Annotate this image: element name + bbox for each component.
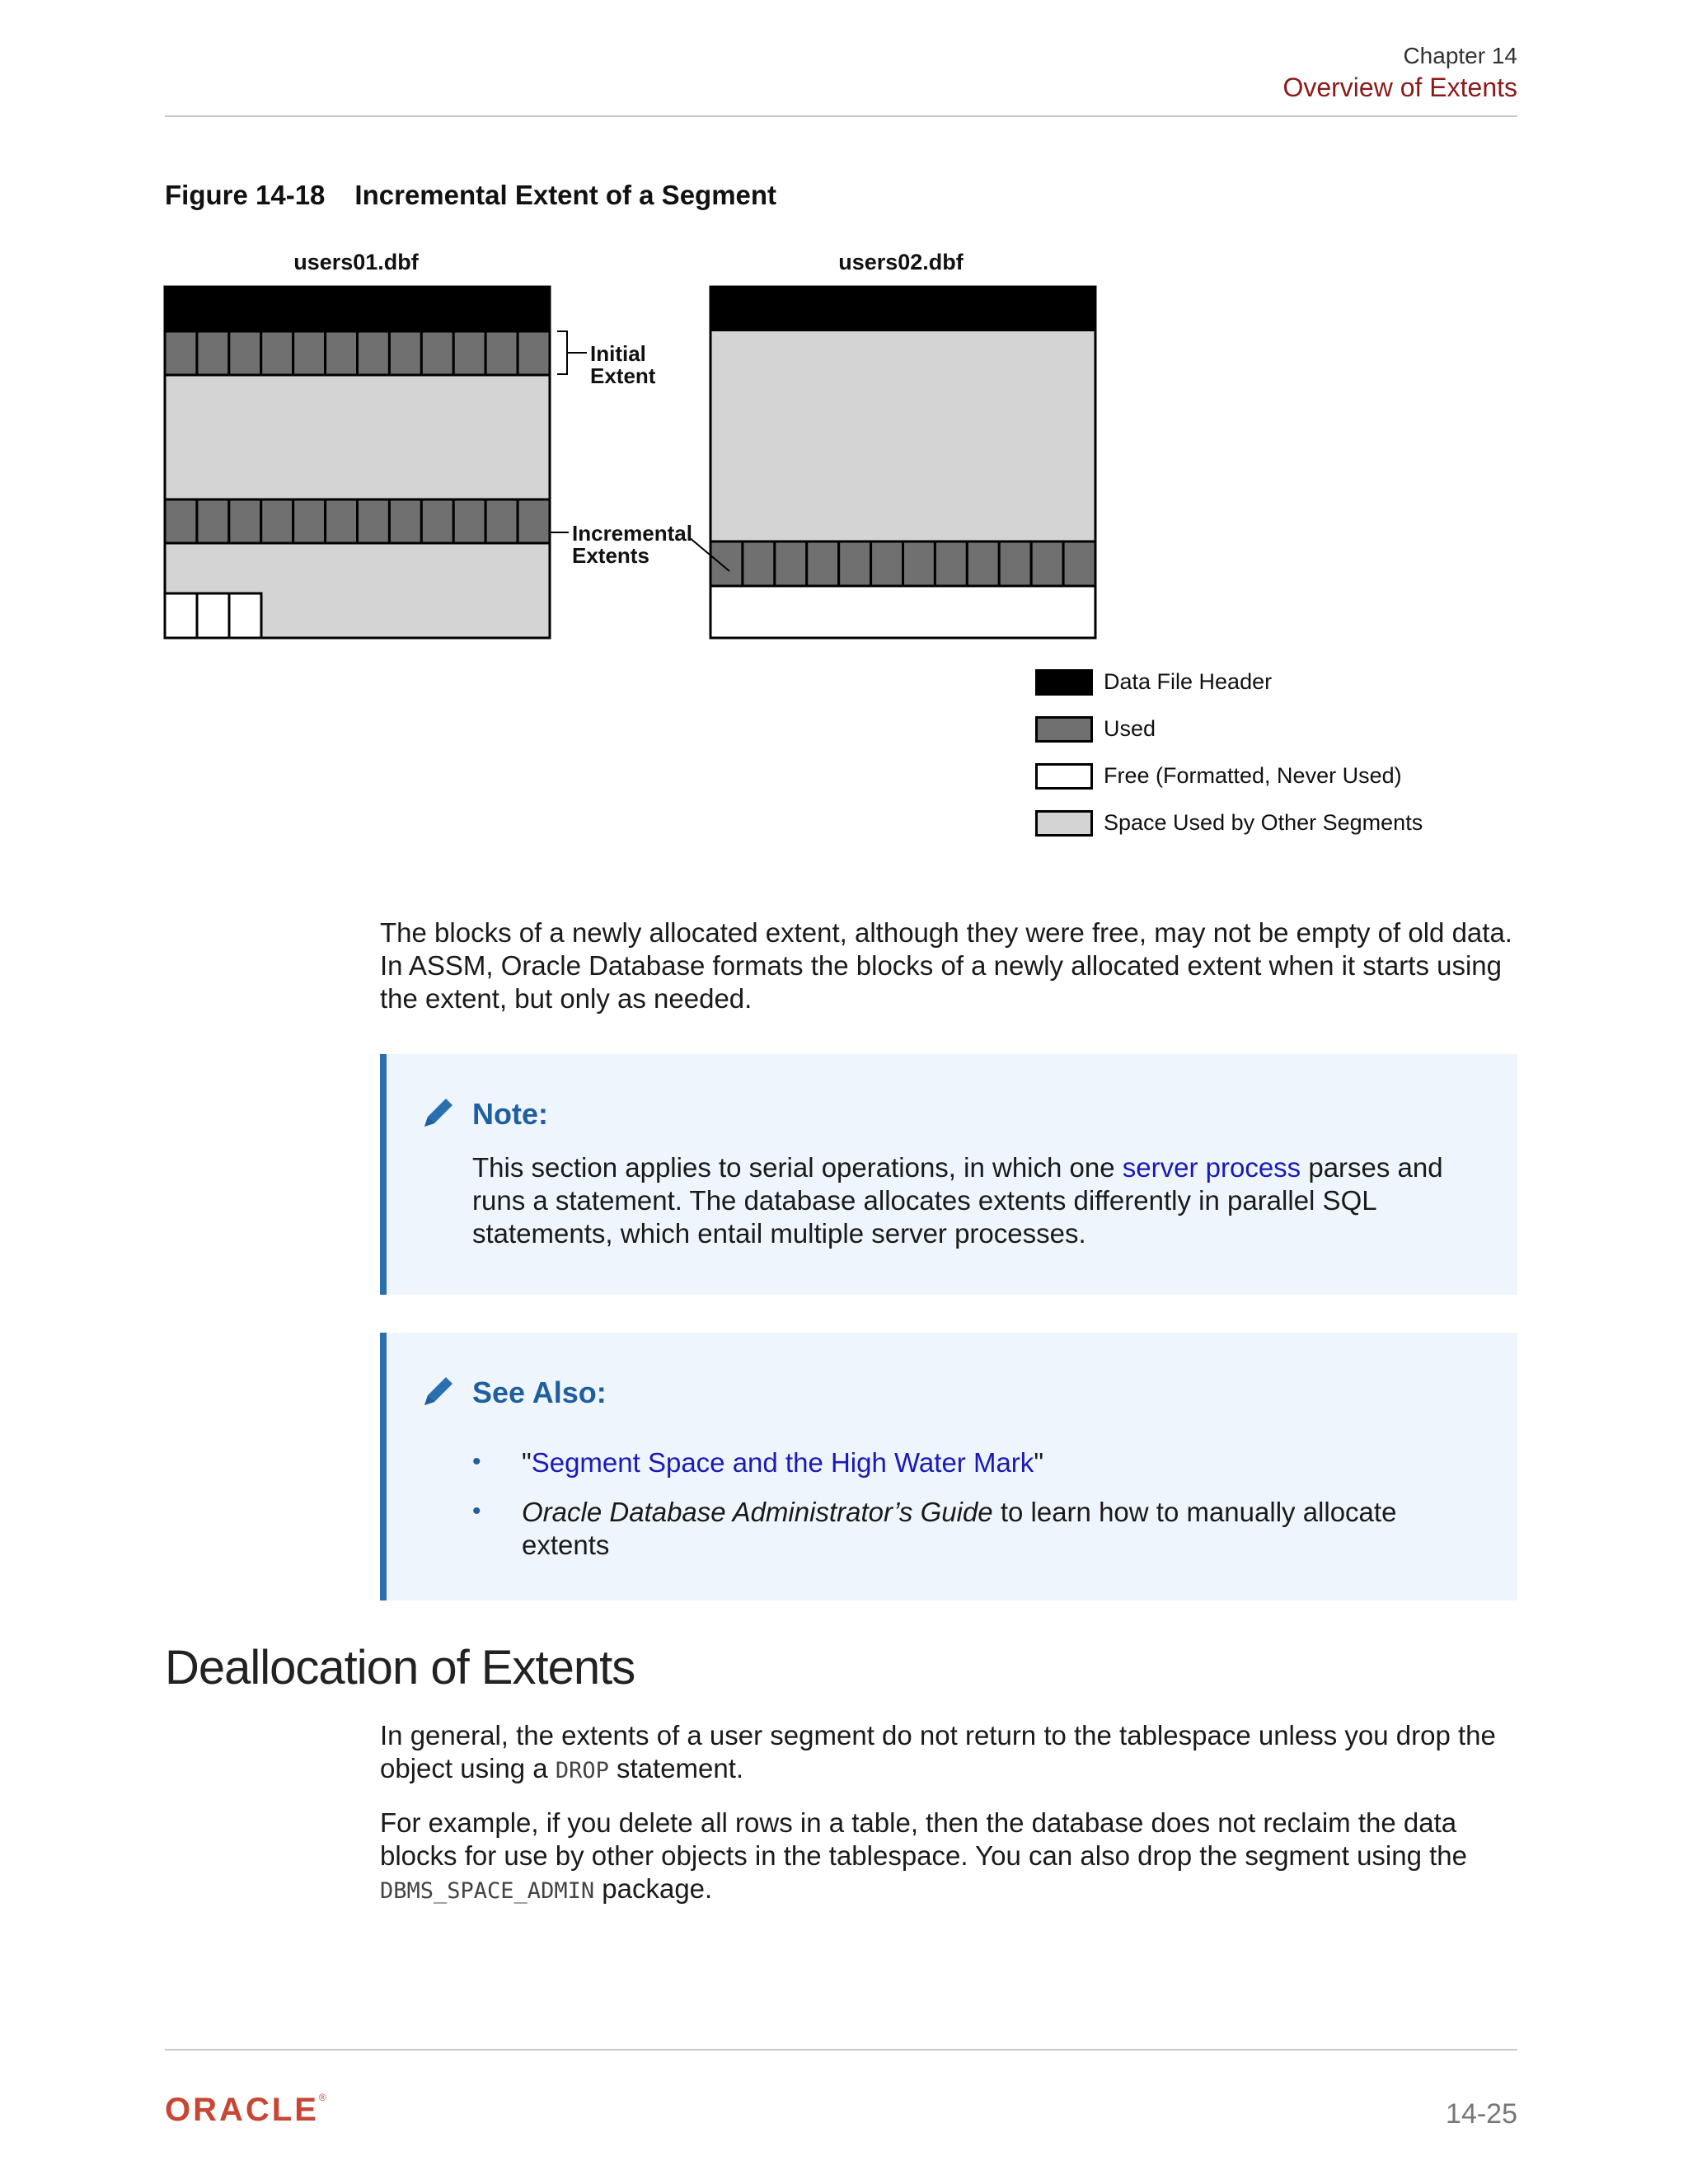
paragraph-assm: The blocks of a newly allocated extent, although they were free, may not be empty of old data. In ASSM, Oracle Database formats the blocks of a newly allocated extent when it starts using the extent, but only as needed. [380,917,1512,1014]
data-file-header-2 [710,287,1095,331]
quote-close: " [1034,1447,1044,1478]
drop-code: DROP [555,1758,609,1783]
incremental-extents-label-1: Incremental [572,521,692,546]
oracle-logo: ORACLE® [165,2092,329,2128]
admin-guide-title: Oracle Database Administrator’s Guide [522,1497,993,1527]
para3-text-1: For example, if you delete all rows in a table, then the database does not reclaim the data blocks for use by other objects in the tablespace. You can also drop the segment using the [380,1807,1468,1871]
legend-label: Data File Header [1104,669,1273,694]
data-block [358,331,390,375]
legend-swatch [1035,763,1093,790]
chapter-label: Chapter 14 [1403,43,1517,68]
data-block [165,331,197,375]
initial-extent-blocks [165,331,550,375]
data-block [293,499,326,543]
data-block [326,331,358,375]
note-callout [380,1054,1517,1295]
data-block [197,331,229,375]
note-text-1: This section applies to serial operations, in which one [472,1152,1123,1183]
paragraph-deallocation [380,1719,1526,1788]
data-block [903,541,935,586]
data-block [421,331,453,375]
see-also-heading: See Also: [472,1376,607,1409]
datafile-users01 [165,287,550,638]
legend-swatch [1035,669,1093,696]
pencil-icon [420,1094,457,1132]
data-block [389,331,421,375]
data-block [197,593,229,638]
see-also-item-2-text: to learn how to manually allocate extents [522,1497,1397,1560]
page-number: 14-25 [1446,2098,1517,2130]
data-block [261,331,293,375]
legend-label: Free (Formatted, Never Used) [1104,763,1402,788]
data-block [710,541,743,586]
data-block [165,499,197,543]
data-block [421,499,453,543]
data-block [261,499,293,543]
note-text [472,1151,1478,1250]
server-process-link[interactable]: server process [1122,1152,1301,1183]
initial-extent-label-2: Extent [590,363,656,388]
file1-label: users01.dbf [293,250,419,274]
see-also-callout [380,1333,1517,1601]
data-block [165,593,197,638]
data-file-header [165,287,550,331]
see-also-item-2 [522,1496,1470,1562]
file2-label: users02.dbf [838,250,964,274]
datafile-users02 [710,287,1095,638]
data-block [389,499,421,543]
figure-number: Figure 14-18 [165,180,326,210]
initial-extent-label-1: Initial [590,341,646,366]
see-also-item-1 [522,1446,1470,1479]
legend-label: Used [1104,716,1156,741]
data-block [453,499,485,543]
bullet-icon: • [472,1448,481,1475]
incremental-extent-blocks [165,499,550,543]
section-label[interactable]: Overview of Extents [1282,73,1517,102]
data-block [518,331,550,375]
data-block [518,499,550,543]
segment-space-link[interactable]: Segment Space and the High Water Mark [531,1447,1034,1478]
para2-text-2: statement. [608,1753,744,1783]
incremental-extents-label-2: Extents [572,543,649,568]
incremental-extent-blocks-2 [710,541,1095,586]
data-block [807,541,839,586]
paragraph-example [380,1807,1526,1908]
data-block [293,331,326,375]
figure-caption: Incremental Extent of a Segment [354,180,777,210]
extent-diagram [0,0,1688,874]
data-block [967,541,999,586]
data-block [871,541,903,586]
data-block [935,541,967,586]
bullet-icon: • [472,1497,481,1525]
para3-text-2: package. [594,1873,713,1904]
data-block [326,499,358,543]
initial-extent-bracket [557,331,587,374]
data-block [1063,541,1095,586]
para2-text-1: In general, the extents of a user segment do not return to the tablespace unless you drop the object using a [380,1720,1496,1783]
data-block [229,499,261,543]
data-block [999,541,1031,586]
data-block [775,541,807,586]
dbms-space-admin-code: DBMS_SPACE_ADMIN [380,1878,595,1904]
section-heading: Deallocation of Extents [165,1641,635,1694]
footer-rule [165,2049,1517,2050]
data-block [197,499,229,543]
data-block [485,499,518,543]
data-block [229,593,261,638]
data-block [358,499,390,543]
free-blocks [165,593,261,638]
data-block [743,541,775,586]
quote-open: " [522,1447,532,1478]
legend-swatch [1035,716,1093,743]
pencil-icon [420,1372,457,1410]
note-heading: Note: [472,1097,548,1131]
data-block [1031,541,1063,586]
note-text-2: parses and runs a statement. The database allocates extents differently in parallel SQL statements, which entail multiple server processes. [472,1152,1443,1249]
data-block [229,331,261,375]
legend-label: Space Used by Other Segments [1104,810,1423,835]
legend-swatch [1035,810,1093,837]
data-block [485,331,518,375]
free-area-2 [710,586,1095,638]
data-block [453,331,485,375]
data-block [839,541,871,586]
oracle-logo-text: ORACLE [165,2092,319,2128]
